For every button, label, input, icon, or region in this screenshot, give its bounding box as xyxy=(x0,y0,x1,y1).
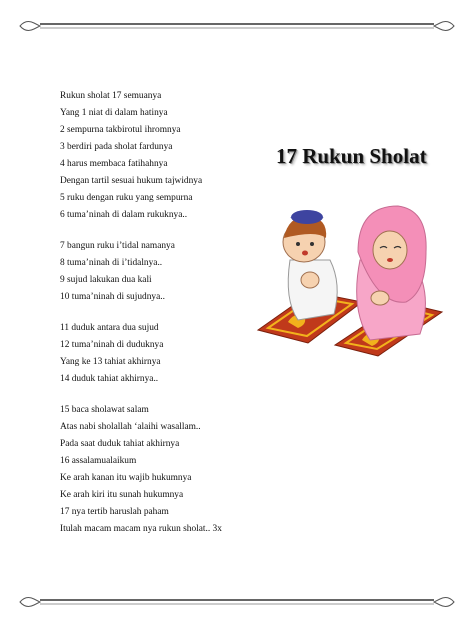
lyric-line: 10 tuma’ninah di sujudnya.. xyxy=(60,292,165,302)
lyric-line: Dengan tartil sesuai hukum tajwidnya xyxy=(60,176,203,186)
lyric-line: Ke arah kiri itu sunah hukumnya xyxy=(60,490,184,500)
top-border-ornament xyxy=(18,18,456,34)
lyric-line: 4 harus membaca fatihahnya xyxy=(60,159,168,169)
lyric-line: Yang ke 13 tahiat akhirnya xyxy=(60,357,161,367)
lyric-line: Itulah macam macam nya rukun sholat.. 3x xyxy=(60,524,222,534)
lyric-line: 14 duduk tahiat akhirnya.. xyxy=(60,374,159,384)
girl-figure-icon xyxy=(357,206,426,340)
lyric-line: 11 duduk antara dua sujud xyxy=(60,323,159,333)
lyric-line: 8 tuma’ninah di i’tidalnya.. xyxy=(60,258,163,268)
lyric-line: 9 sujud lakukan dua kali xyxy=(60,275,152,285)
lyric-line: 2 sempurna takbirotul ihromnya xyxy=(60,125,181,135)
praying-children-illustration xyxy=(250,180,445,360)
lyric-line: Pada saat duduk tahiat akhirnya xyxy=(60,439,180,449)
bottom-border-ornament xyxy=(18,594,456,610)
page-title: 17 Rukun Sholat xyxy=(276,144,427,168)
lyric-line: 12 tuma’ninah di duduknya xyxy=(60,340,164,350)
lyric-line: 17 nya tertib haruslah paham xyxy=(60,507,169,517)
boy-figure-icon xyxy=(283,210,337,320)
lyric-line: Ke arah kanan itu wajib hukumnya xyxy=(60,473,192,483)
lyric-line: Yang 1 niat di dalam hatinya xyxy=(60,108,168,118)
lyric-line: Rukun sholat 17 semuanya xyxy=(60,91,162,101)
lyric-line: 3 berdiri pada sholat fardunya xyxy=(60,142,173,152)
lyric-line: 16 assalamualaikum xyxy=(60,456,137,466)
lyric-line: 5 ruku dengan ruku yang sempurna xyxy=(60,193,193,203)
lyric-line: 15 baca sholawat salam xyxy=(60,405,149,415)
lyric-line: 7 bangun ruku i’tidal namanya xyxy=(60,241,175,251)
lyric-line: Atas nabi sholallah ‘alaihi wasallam.. xyxy=(60,422,201,432)
lyric-line: 6 tuma’ninah di dalam rukuknya.. xyxy=(60,210,188,220)
